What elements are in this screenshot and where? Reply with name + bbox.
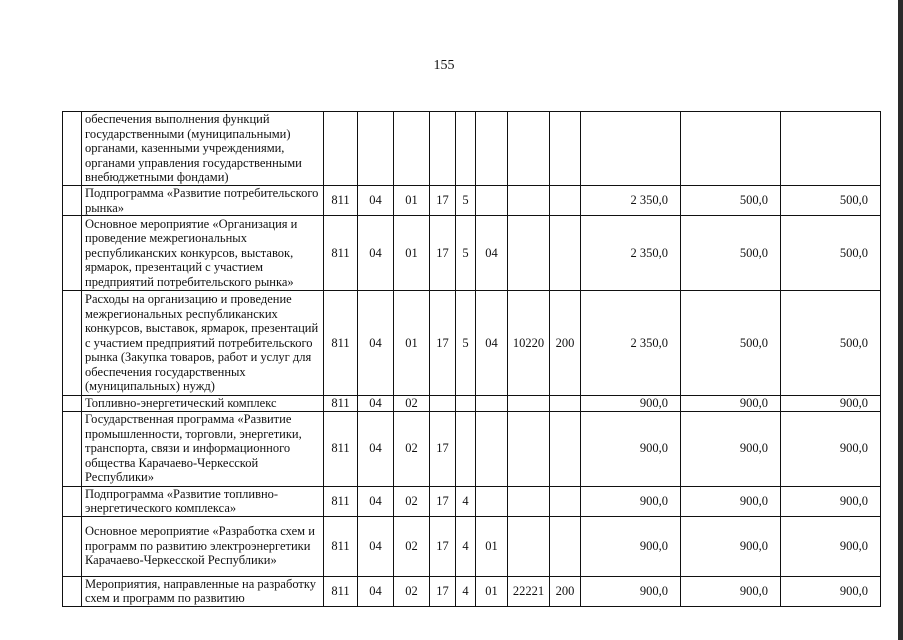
ministry-code: 811 xyxy=(324,186,358,216)
subsection-code: 01 xyxy=(394,216,430,291)
amount-year-3: 900,0 xyxy=(781,516,881,576)
table-row xyxy=(63,516,881,576)
amount-year-1: 900,0 xyxy=(581,486,681,516)
program-code: 17 xyxy=(430,486,456,516)
expense-type-code xyxy=(550,112,581,186)
subsection-code: 02 xyxy=(394,396,430,412)
item-name: Мероприятия, направленные на разработку схем и программ по развитию xyxy=(82,576,324,606)
row-number-cell xyxy=(63,411,82,486)
row-number-cell xyxy=(63,112,82,186)
section-code: 04 xyxy=(358,516,394,576)
ministry-code: 811 xyxy=(324,516,358,576)
expense-direction-code xyxy=(508,516,550,576)
amount-year-2: 500,0 xyxy=(681,216,781,291)
amount-year-1: 900,0 xyxy=(581,516,681,576)
main-activity-code xyxy=(476,411,508,486)
expense-type-code: 200 xyxy=(550,576,581,606)
table-row xyxy=(63,291,881,396)
section-code: 04 xyxy=(358,216,394,291)
row-number-cell xyxy=(63,291,82,396)
main-activity-code xyxy=(476,396,508,412)
row-number-cell xyxy=(63,396,82,412)
amount-year-3: 500,0 xyxy=(781,216,881,291)
amount-year-3: 500,0 xyxy=(781,186,881,216)
item-name: Топливно-энергетический комплекс xyxy=(82,396,324,412)
expense-direction-code xyxy=(508,486,550,516)
expense-direction-code xyxy=(508,396,550,412)
subprogram-code: 5 xyxy=(456,216,476,291)
subsection-code: 01 xyxy=(394,291,430,396)
subprogram-code xyxy=(456,112,476,186)
subprogram-code: 4 xyxy=(456,486,476,516)
amount-year-3: 900,0 xyxy=(781,576,881,606)
item-name: обеспечения выполнения функций государственными (муниципальными) органами, казенными учреждениями, органами управления государственными внебюджетными фондами) xyxy=(82,112,324,186)
amount-year-3: 900,0 xyxy=(781,411,881,486)
page-edge-shadow xyxy=(898,0,903,640)
expense-direction-code xyxy=(508,112,550,186)
expense-type-code xyxy=(550,486,581,516)
expense-direction-code: 22221 xyxy=(508,576,550,606)
program-code: 17 xyxy=(430,516,456,576)
expense-direction-code: 10220 xyxy=(508,291,550,396)
program-code: 17 xyxy=(430,216,456,291)
item-name: Подпрограмма «Развитие топливно-энергетического комплекса» xyxy=(82,486,324,516)
amount-year-2: 500,0 xyxy=(681,186,781,216)
section-code: 04 xyxy=(358,186,394,216)
subsection-code: 02 xyxy=(394,576,430,606)
subsection-code: 01 xyxy=(394,186,430,216)
program-code xyxy=(430,396,456,412)
budget-table xyxy=(62,111,881,607)
row-number-cell xyxy=(63,486,82,516)
amount-year-3: 500,0 xyxy=(781,291,881,396)
expense-type-code xyxy=(550,411,581,486)
table-row xyxy=(63,216,881,291)
amount-year-2: 500,0 xyxy=(681,291,781,396)
section-code: 04 xyxy=(358,576,394,606)
table-row xyxy=(63,112,881,186)
ministry-code: 811 xyxy=(324,576,358,606)
amount-year-2: 900,0 xyxy=(681,486,781,516)
section-code: 04 xyxy=(358,411,394,486)
ministry-code: 811 xyxy=(324,486,358,516)
amount-year-3: 900,0 xyxy=(781,486,881,516)
amount-year-1: 900,0 xyxy=(581,576,681,606)
subprogram-code: 5 xyxy=(456,186,476,216)
subsection-code: 02 xyxy=(394,516,430,576)
subprogram-code: 4 xyxy=(456,576,476,606)
expense-direction-code xyxy=(508,186,550,216)
program-code: 17 xyxy=(430,291,456,396)
section-code: 04 xyxy=(358,486,394,516)
row-number-cell xyxy=(63,516,82,576)
amount-year-2: 900,0 xyxy=(681,396,781,412)
main-activity-code: 01 xyxy=(476,576,508,606)
section-code: 04 xyxy=(358,291,394,396)
main-activity-code xyxy=(476,186,508,216)
page-number: 155 xyxy=(433,58,455,73)
section-code: 04 xyxy=(358,396,394,412)
amount-year-1: 900,0 xyxy=(581,411,681,486)
item-name: Подпрограмма «Развитие потребительского рынка» xyxy=(82,186,324,216)
main-activity-code xyxy=(476,112,508,186)
item-name: Расходы на организацию и проведение межрегиональных республиканских конкурсов, выставок, ярмарок, презентаций с участием предприятий потребительского рынка (Закупка товаров, работ и услуг для обеспечения государственных (муниципальных) нужд) xyxy=(82,291,324,396)
ministry-code: 811 xyxy=(324,216,358,291)
subprogram-code: 4 xyxy=(456,516,476,576)
amount-year-1: 2 350,0 xyxy=(581,216,681,291)
section-code xyxy=(358,112,394,186)
amount-year-1: 2 350,0 xyxy=(581,291,681,396)
main-activity-code: 01 xyxy=(476,516,508,576)
row-number-cell xyxy=(63,216,82,291)
ministry-code: 811 xyxy=(324,291,358,396)
subprogram-code xyxy=(456,411,476,486)
amount-year-1: 900,0 xyxy=(581,396,681,412)
subsection-code: 02 xyxy=(394,411,430,486)
amount-year-2: 900,0 xyxy=(681,411,781,486)
amount-year-3: 900,0 xyxy=(781,396,881,412)
row-number-cell xyxy=(63,576,82,606)
item-name: Государственная программа «Развитие промышленности, торговли, энергетики, транспорта, связи и информационного общества Карачаево-Черкесской Республики» xyxy=(82,411,324,486)
program-code xyxy=(430,112,456,186)
expense-type-code xyxy=(550,396,581,412)
subprogram-code xyxy=(456,396,476,412)
amount-year-1 xyxy=(581,112,681,186)
amount-year-1: 2 350,0 xyxy=(581,186,681,216)
subprogram-code: 5 xyxy=(456,291,476,396)
item-name: Основное мероприятие «Разработка схем и программ по развитию электроэнергетики Карачаево-Черкесской Республики» xyxy=(82,516,324,576)
amount-year-2 xyxy=(681,112,781,186)
amount-year-2: 900,0 xyxy=(681,516,781,576)
expense-type-code: 200 xyxy=(550,291,581,396)
amount-year-3 xyxy=(781,112,881,186)
table-row xyxy=(63,411,881,486)
ministry-code: 811 xyxy=(324,396,358,412)
subsection-code xyxy=(394,112,430,186)
ministry-code xyxy=(324,112,358,186)
subsection-code: 02 xyxy=(394,486,430,516)
expense-direction-code xyxy=(508,411,550,486)
program-code: 17 xyxy=(430,576,456,606)
expense-type-code xyxy=(550,186,581,216)
main-activity-code xyxy=(476,486,508,516)
table-row xyxy=(63,396,881,412)
item-name: Основное мероприятие «Организация и проведение межрегиональных республиканских конкурсов, выставок, ярмарок, презентаций с участием предприятий потребительского рынка» xyxy=(82,216,324,291)
main-activity-code: 04 xyxy=(476,291,508,396)
table-row xyxy=(63,186,881,216)
expense-direction-code xyxy=(508,216,550,291)
amount-year-2: 900,0 xyxy=(681,576,781,606)
main-activity-code: 04 xyxy=(476,216,508,291)
table-row xyxy=(63,576,881,606)
program-code: 17 xyxy=(430,186,456,216)
ministry-code: 811 xyxy=(324,411,358,486)
program-code: 17 xyxy=(430,411,456,486)
expense-type-code xyxy=(550,516,581,576)
row-number-cell xyxy=(63,186,82,216)
table-row xyxy=(63,486,881,516)
expense-type-code xyxy=(550,216,581,291)
